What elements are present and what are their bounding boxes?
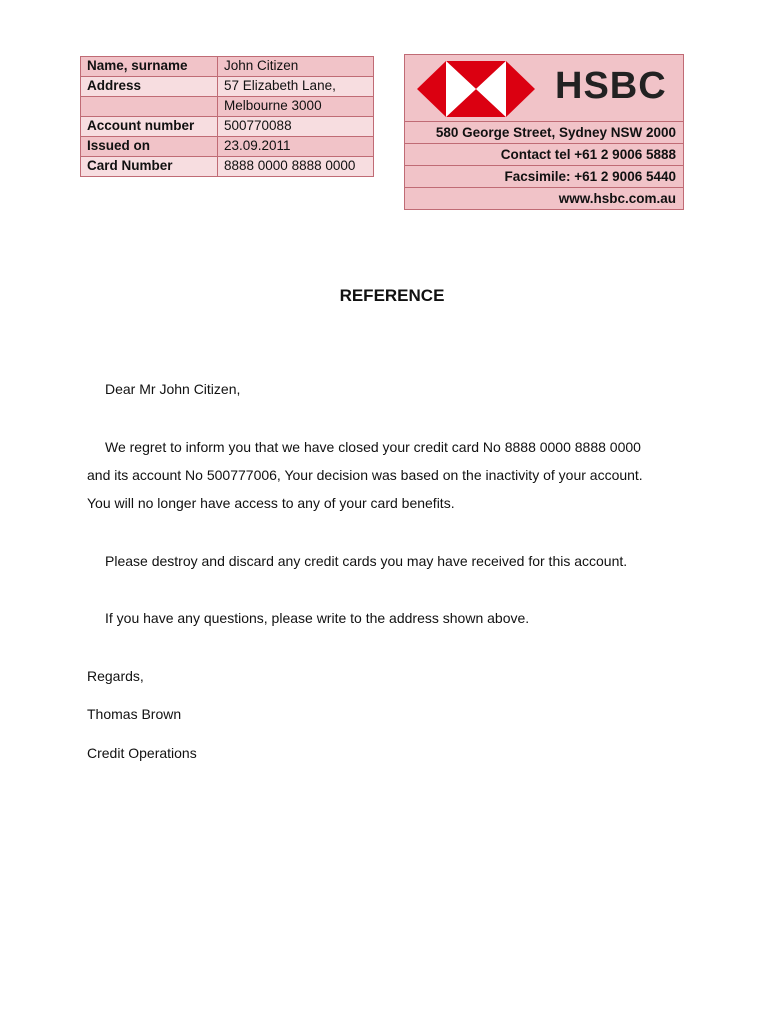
address-label: Address bbox=[81, 77, 218, 97]
bank-logo-text: HSBC bbox=[555, 65, 667, 107]
hexagon-logo-icon bbox=[417, 61, 535, 117]
paragraph-1-line-1: We regret to inform you that we have closed your credit card No 8888 0000 8888 0000 bbox=[105, 439, 641, 455]
card-number-label: Card Number bbox=[81, 157, 218, 177]
bank-website: www.hsbc.com.au bbox=[558, 191, 676, 206]
table-row bbox=[81, 57, 374, 77]
letter-greeting: Dear Mr John Citizen, bbox=[105, 381, 241, 397]
letter-title: REFERENCE bbox=[339, 286, 445, 305]
bank-info-box bbox=[404, 54, 684, 210]
paragraph-1-line-3: You will no longer have access to any of your card benefits. bbox=[87, 495, 455, 511]
table-row bbox=[81, 117, 374, 137]
table-row bbox=[81, 77, 374, 97]
table-row bbox=[81, 137, 374, 157]
name-value: John Citizen bbox=[218, 57, 374, 77]
bank-fax: Facsimile: +61 2 9006 5440 bbox=[405, 166, 683, 188]
table-row bbox=[81, 157, 374, 177]
address-value-line2: Melbourne 3000 bbox=[218, 97, 374, 117]
paragraph-1-line-2: and its account No 500777006, Your decision was based on the inactivity of your account. bbox=[87, 467, 643, 483]
signer-department: Credit Operations bbox=[87, 745, 197, 761]
paragraph-2: Please destroy and discard any credit cards you may have received for this account. bbox=[105, 553, 628, 569]
account-number-value: 500770088 bbox=[218, 117, 374, 137]
account-number-label: Account number bbox=[81, 117, 218, 137]
paragraph-3: If you have any questions, please write to the address shown above. bbox=[105, 610, 530, 626]
address-value-line1: 57 Elizabeth Lane, bbox=[218, 77, 374, 97]
logo-row bbox=[405, 55, 683, 122]
name-label: Name, surname bbox=[81, 57, 218, 77]
customer-details-table bbox=[80, 56, 374, 177]
bank-address: 580 George Street, Sydney NSW 2000 bbox=[405, 122, 683, 144]
card-number-value: 8888 0000 8888 0000 bbox=[218, 157, 374, 177]
closing: Regards, bbox=[87, 668, 144, 684]
issued-on-label: Issued on bbox=[81, 137, 218, 157]
issued-on-value: 23.09.2011 bbox=[218, 137, 374, 157]
signer-name: Thomas Brown bbox=[87, 706, 182, 722]
table-row bbox=[81, 97, 374, 117]
address-label-continuation bbox=[81, 97, 218, 117]
bank-contact-phone: Contact tel +61 2 9006 5888 bbox=[405, 144, 683, 166]
